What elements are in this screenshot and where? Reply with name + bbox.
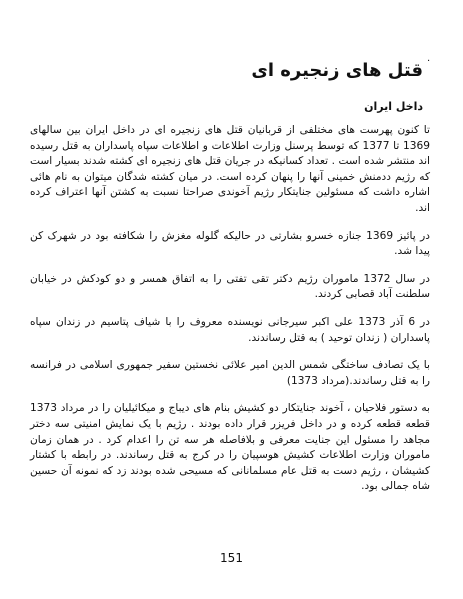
paragraph-6: به دستور فلاحیان ، آخوند جنایتکار دو کشیش بنام های دیباج و میکائیلیان را در مرداد 1373 قطعه قطعه کرده و در داخل فریزر قرار داده بودند . رژیم با یک نمایش امنیتی سه دختر مجاهد را مسئول این جنایت معرفی و بلافاصله هر سه تن را اعدام کرد . در همان زمان ماموران وزارت اطلاعات کشیش هوسپیان را در کرج به قتل رساندند. در رابطه با کشتار کشیشان ، رژیم دست به قتل عام مسلمانانی که مسیحی شده بودند زد که نمونه آن حسین شاه جمالی بود. [30,402,430,493]
paragraph-3: در سال 1372 ماموران رژیم دکتر تقی تفتی را به اتفاق همسر و دو کودکش در خیابان سلطنت آباد قصابی کردند. [30,272,430,301]
paragraph-5: با یک تصادف ساختگی شمس الدین امیر علائی نخستین سفیر جمهوری اسلامی در فرانسه را به قتل رساندند.(مرداد 1373) [30,359,430,387]
paragraph-4: در 6 آذر 1373 علی اکبر سیرجانی نویسنده معروف را با شیاف پتاسیم در زندان سپاه پاسداران ( زندان توحید ) به قتل رساندند. [30,315,431,344]
paragraph-2: در پائیز 1369 جنازه خسرو بشارتی در حالیکه گلوله مغزش را شکافته بود در شهرک کن پیدا شد. [30,229,430,258]
section-subheading: داخل ایران [364,100,423,113]
body-text [30,123,430,507]
page-number: 151 [220,551,243,565]
paragraph-1: تا کنون پهرست های مختلفی از قربانیان قتل های زنجیره ای در داخل ایران بین سالهای 1369 تا 1377 که توسط پرسنل وزارت اطلاعات و اطلاعات سپاه پاسداران به قتل رسیده اند منتشر شده است . تعداد کسانیکه در جریان قتل های زنجیره ای کشته شدند بسیار است که رژیم ددمنش خمینی آنها را پنهان کرده است. در میان کشته شدگان میتوان به نام هائی اشاره داشت که مسئولین جنایتکار رژیم آخوندی صراحتا نسبت به کشتن آنها اعتراف کرده اند. [30,124,430,214]
page-dot-mark: . [427,53,431,64]
page-title: قتل های زنجیره ای [251,60,423,81]
